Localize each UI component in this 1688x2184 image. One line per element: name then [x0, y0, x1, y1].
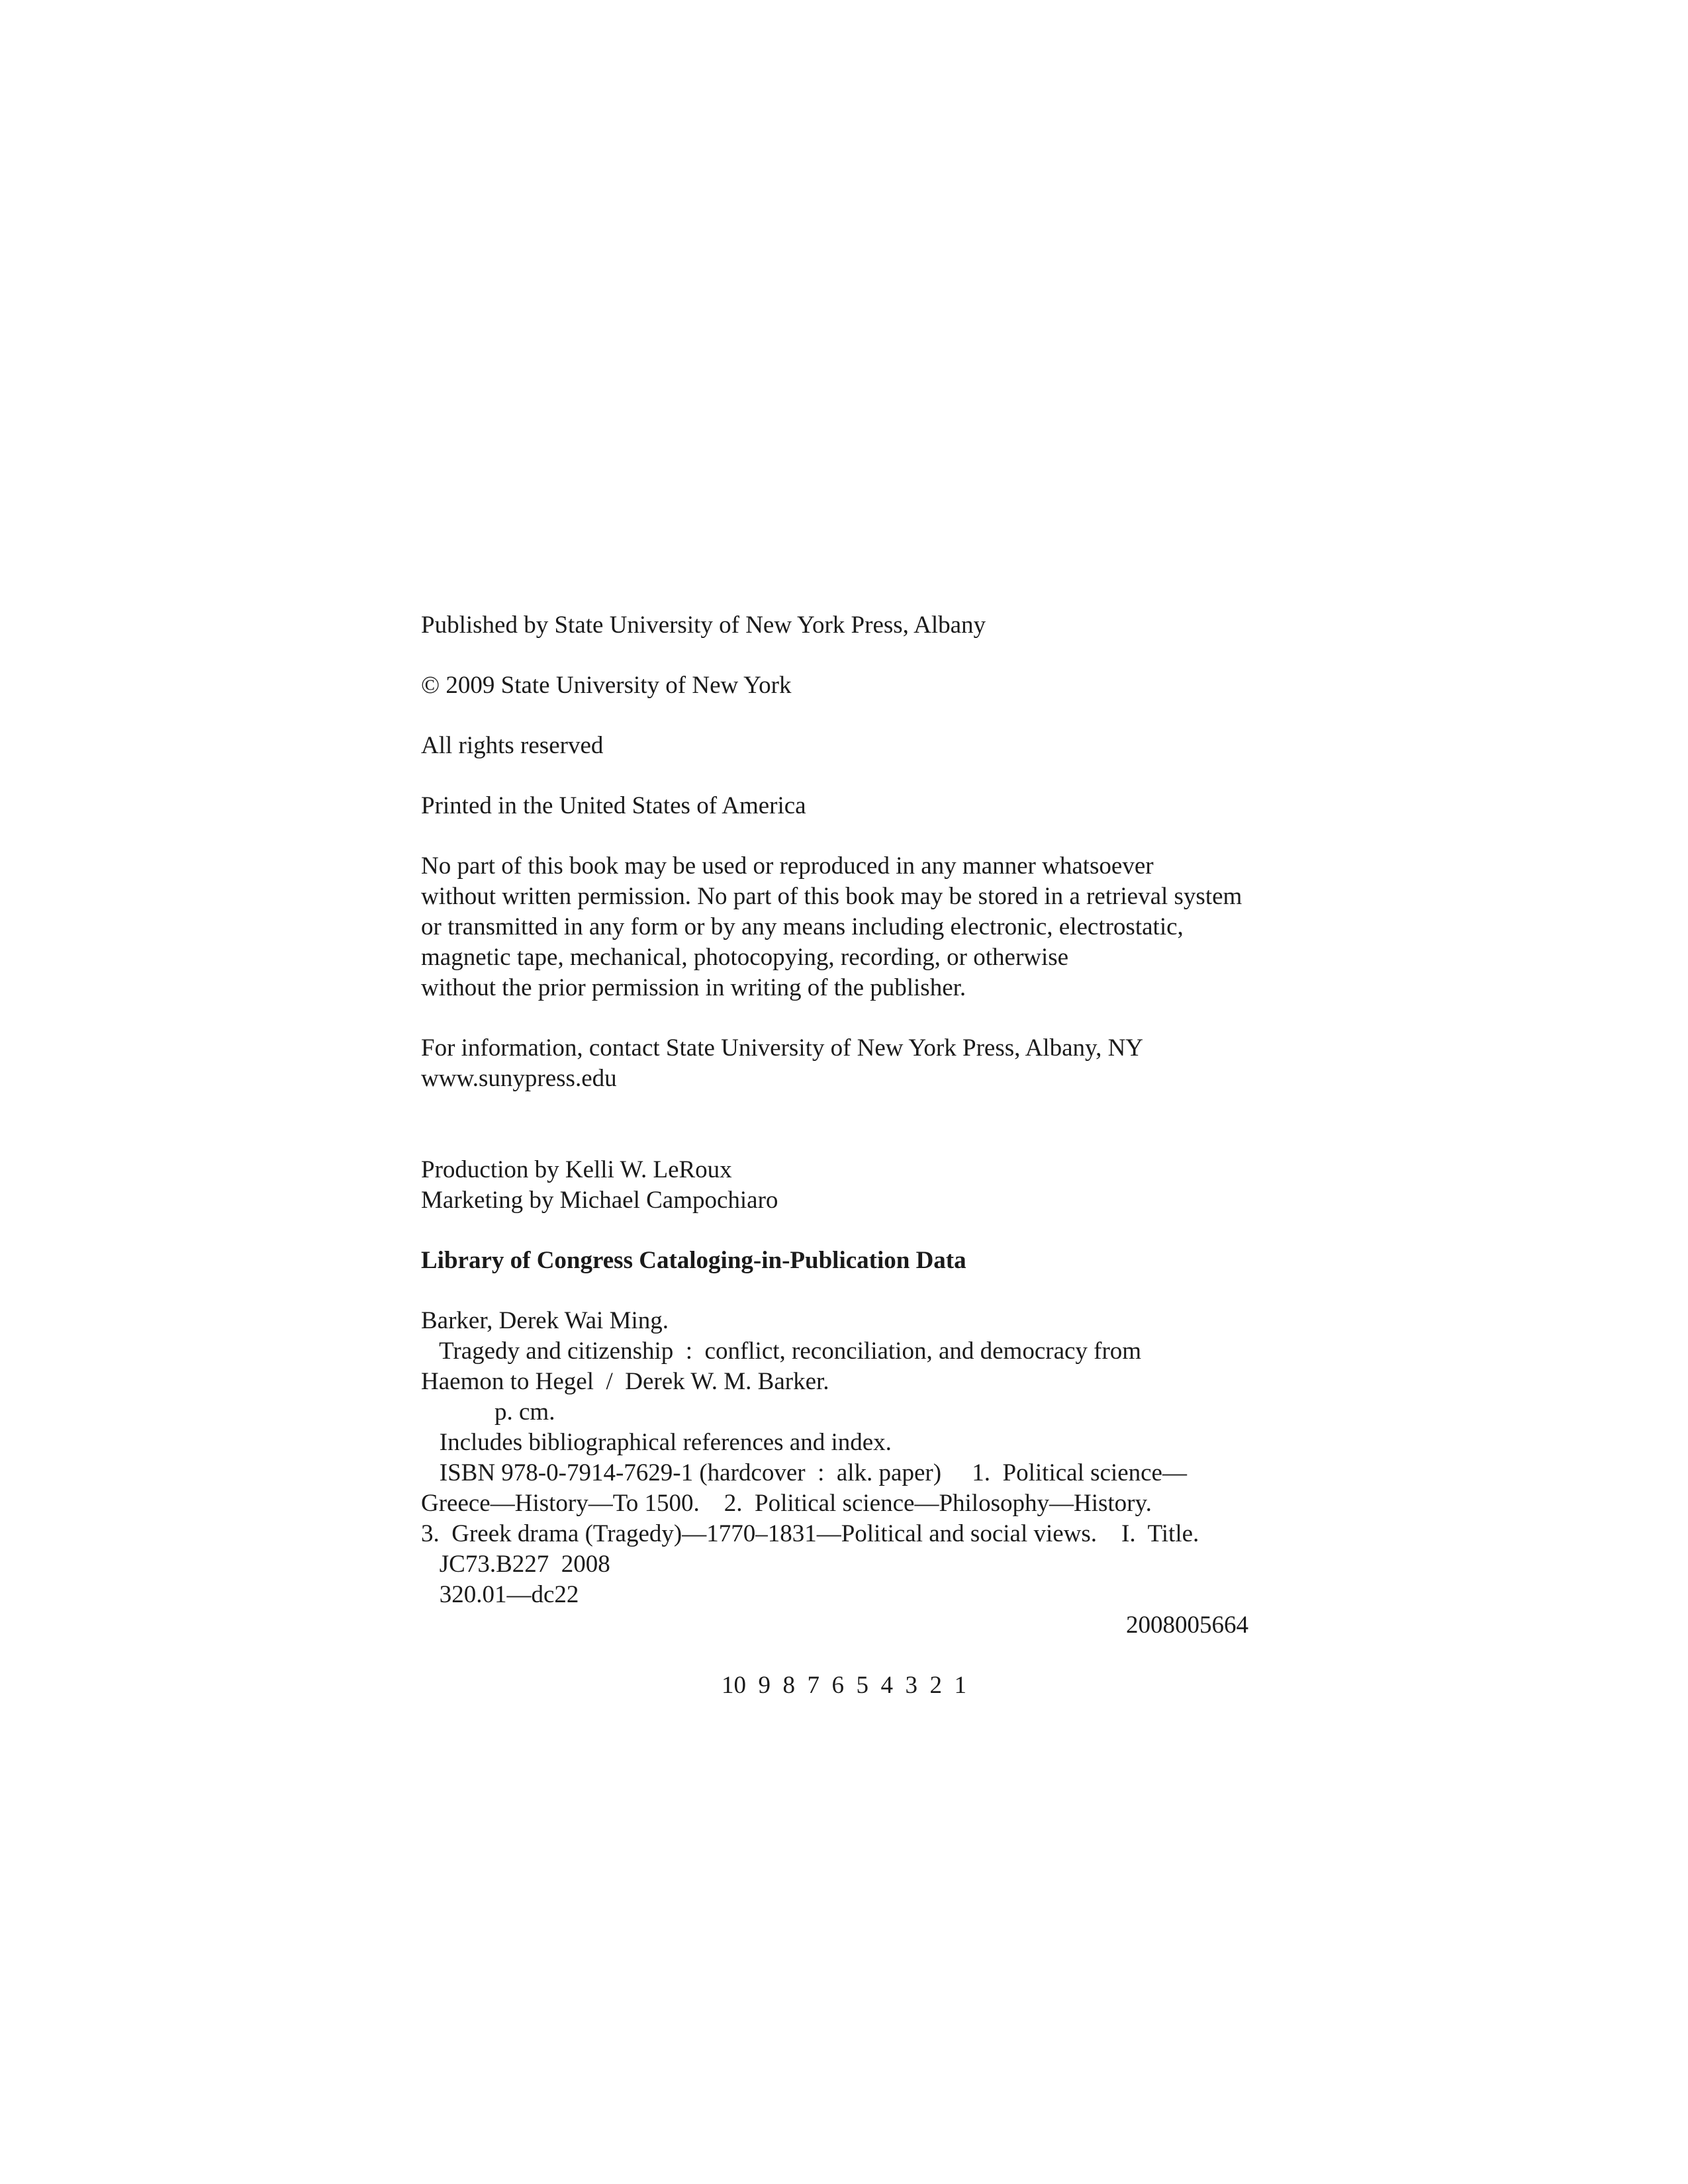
permission-line: without written permission. No part of this book may be stored in a retrieval system: [421, 883, 1243, 910]
printed-in: Printed in the United States of America: [421, 792, 806, 819]
cip-line: Haemon to Hegel / Derek W. M. Barker.: [421, 1368, 829, 1395]
permission-line: or transmitted in any form or by any means including electronic, electrostatic,: [421, 913, 1184, 940]
permission-line: No part of this book may be used or reproduced in any manner whatsoever: [421, 852, 1154, 880]
cip-line: p. cm.: [421, 1398, 555, 1426]
cip-line: JC73.B227 2008: [421, 1551, 610, 1578]
cip-line: Greece—History—To 1500. 2. Political science—Philosophy—History.: [421, 1490, 1152, 1517]
permission-line: without the prior permission in writing of the publisher.: [421, 974, 966, 1001]
cip-line: Tragedy and citizenship : conflict, reconciliation, and democracy from: [421, 1338, 1142, 1365]
publisher-line: Published by State University of New York Press, Albany: [421, 612, 986, 639]
cip-line: 3. Greek drama (Tragedy)—1770–1831—Political and social views. I. Title.: [421, 1520, 1199, 1547]
copyright-notice: © 2009 State University of New York: [421, 672, 792, 699]
cip-line: Includes bibliographical references and index.: [421, 1429, 892, 1456]
lccn-number: 2008005664: [1126, 1612, 1248, 1639]
rights-reserved: All rights reserved: [421, 732, 604, 759]
cip-line: 320.01—dc22: [421, 1581, 579, 1608]
marketing-credit: Marketing by Michael Campochiaro: [421, 1187, 778, 1214]
print-line: 10 9 8 7 6 5 4 3 2 1: [722, 1672, 966, 1699]
publisher-website: www.sunypress.edu: [421, 1065, 617, 1092]
contact-line: For information, contact State University of New York Press, Albany, NY: [421, 1034, 1144, 1062]
cip-heading: Library of Congress Cataloging-in-Publication Data: [421, 1247, 966, 1274]
permission-line: magnetic tape, mechanical, photocopying, recording, or otherwise: [421, 944, 1069, 971]
cip-line: ISBN 978-0-7914-7629-1 (hardcover : alk. paper) 1. Political science—: [421, 1459, 1187, 1486]
cip-line: Barker, Derek Wai Ming.: [421, 1307, 669, 1334]
production-credit: Production by Kelli W. LeRoux: [421, 1156, 732, 1183]
